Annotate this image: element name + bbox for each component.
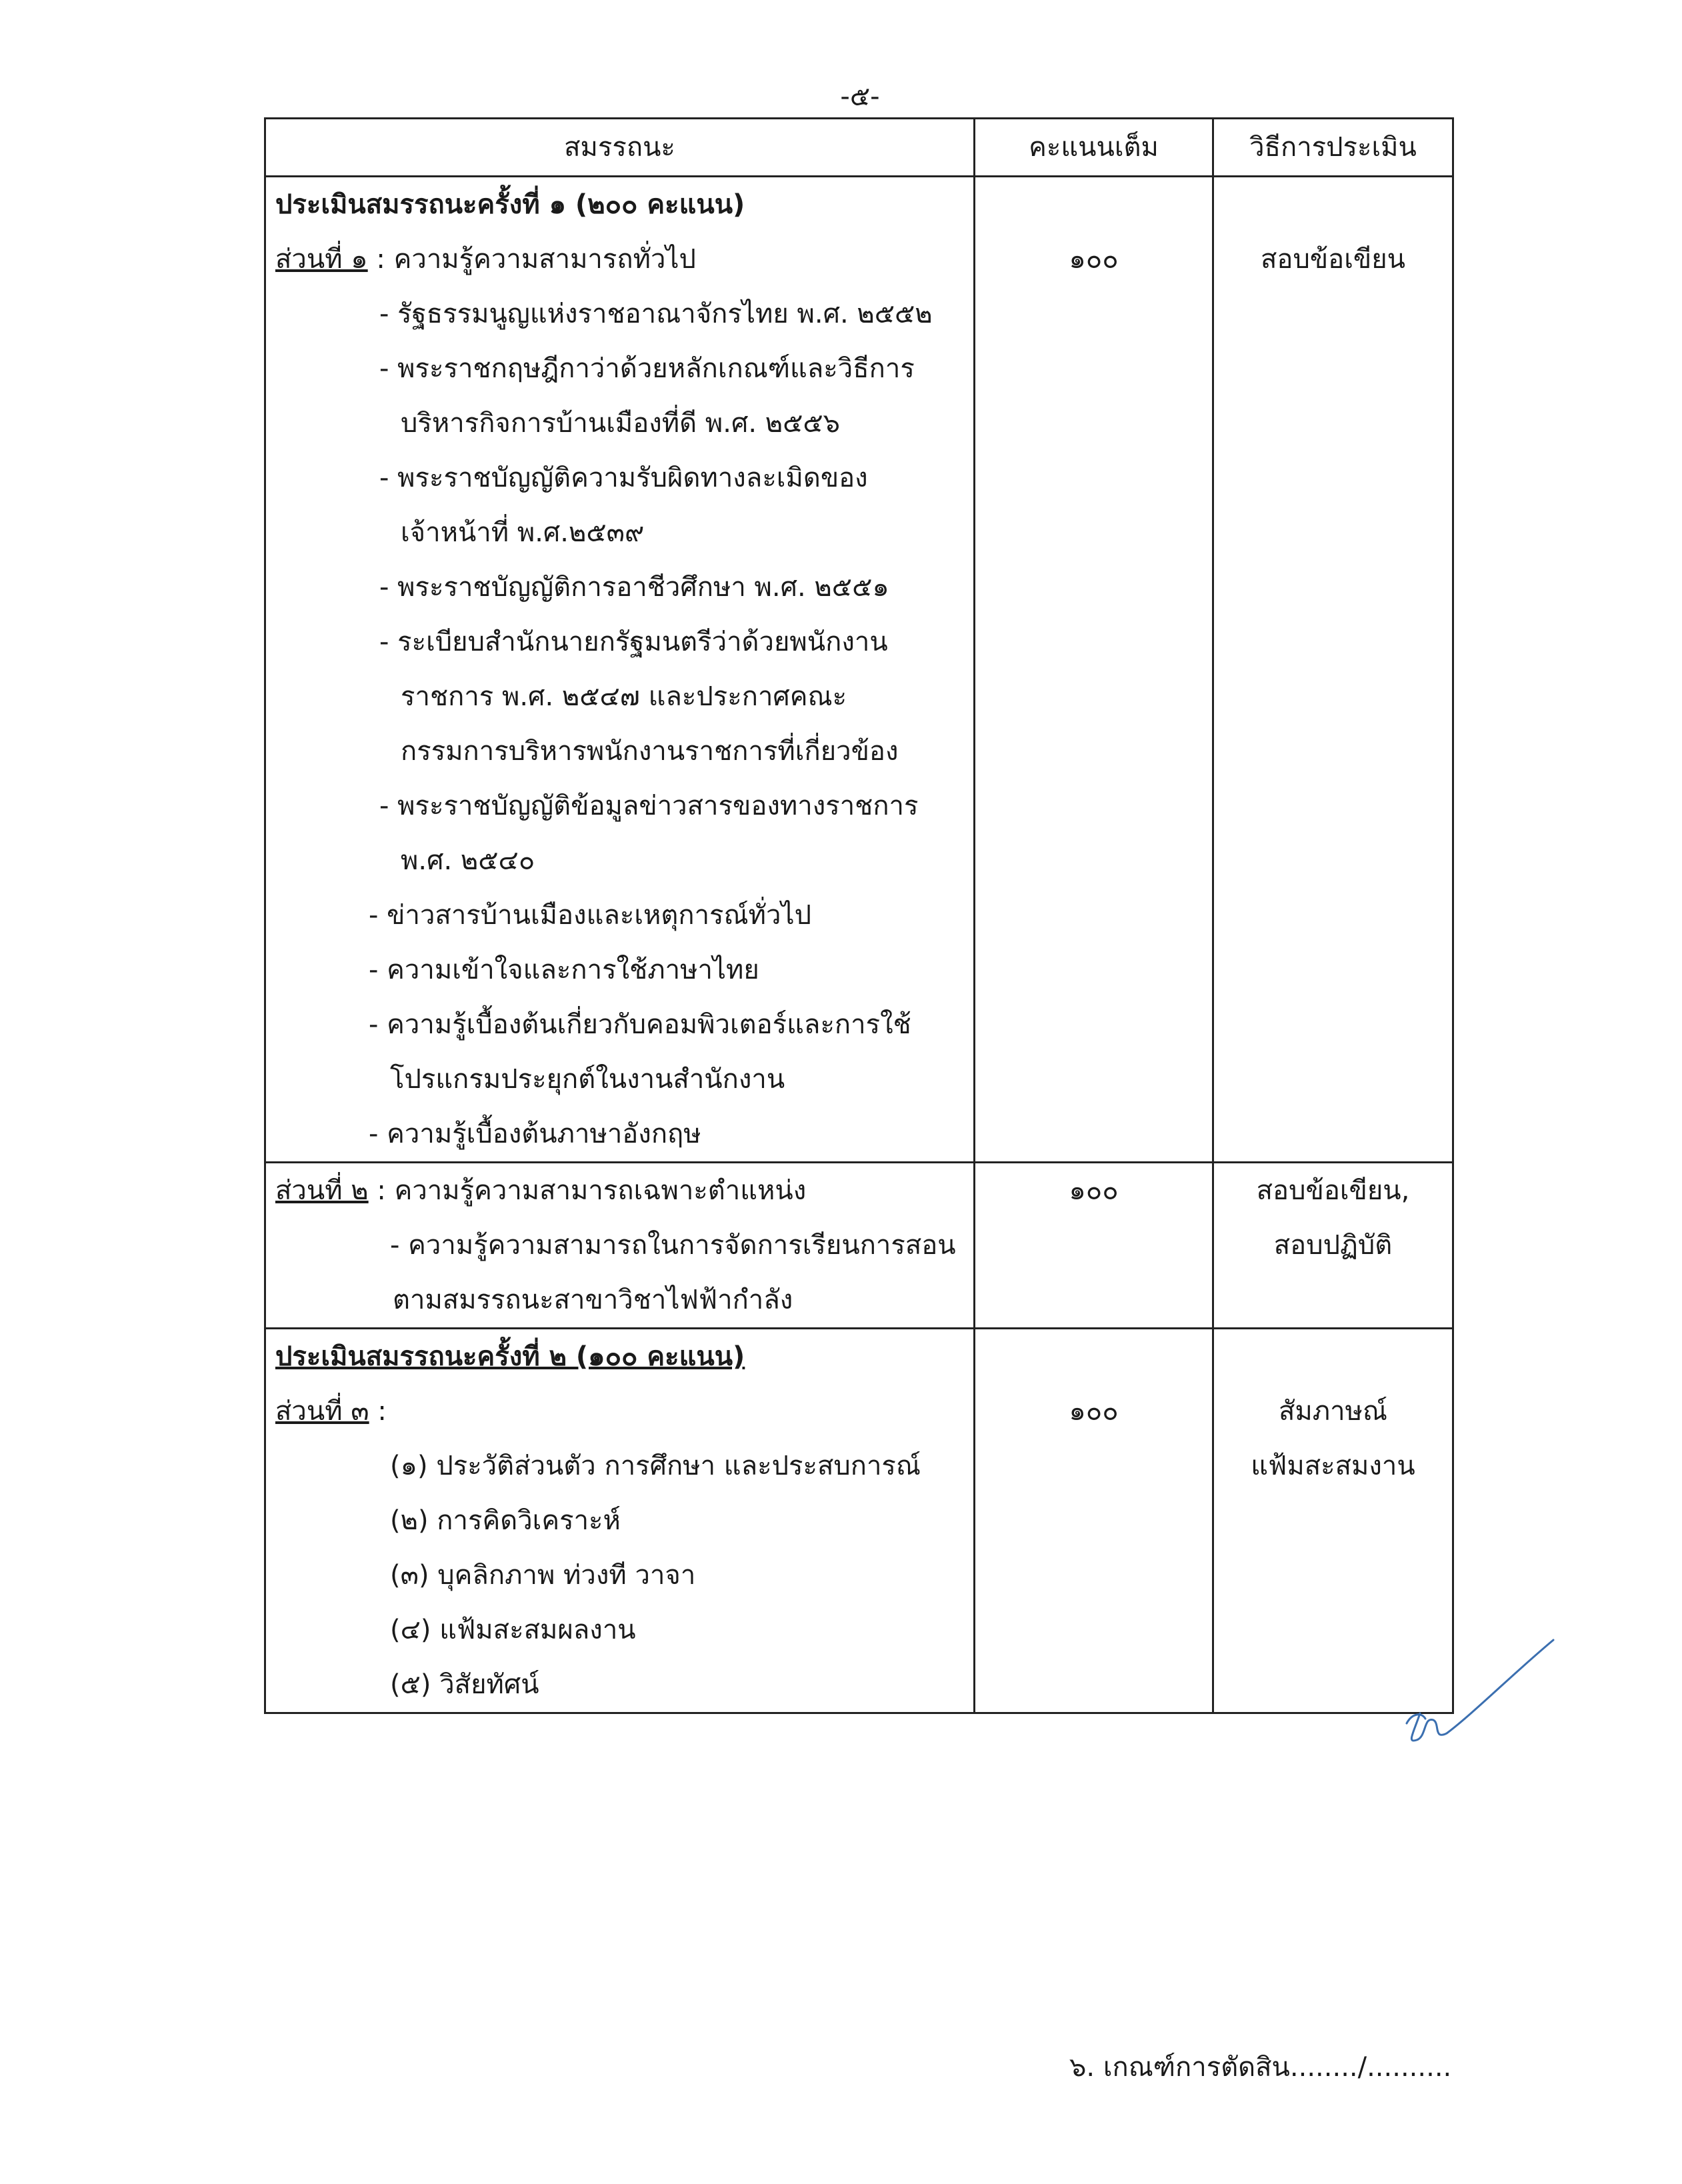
part1-score: ๑๐๐ <box>1069 244 1119 275</box>
part3-score-cell <box>975 1329 1213 1713</box>
list-item: - พระราชบัญญัติความรับผิดทางละเมิดของ <box>379 463 868 493</box>
list-item: (๑) ประวัติส่วนตัว การศึกษา และประสบการณ์ <box>390 1451 921 1481</box>
part3-text: : <box>369 1396 387 1427</box>
part1-text: : ความรู้ความสามารถทั่วไป <box>367 244 696 275</box>
part1-heading <box>275 232 964 287</box>
part3-cell <box>265 1329 975 1713</box>
list-item-cont: เจ้าหน้าที่ พ.ศ.๒๕๓๙ <box>401 517 645 548</box>
part3-method-line1: สัมภาษณ์ <box>1278 1396 1388 1427</box>
part2-method-line1: สอบข้อเขียน, <box>1256 1175 1410 1206</box>
header-method: วิธีการประเมิน <box>1213 119 1453 177</box>
footer-next-section: ๖. เกณฑ์การตัดสิน......../.......... <box>1069 2052 1452 2083</box>
signature-icon <box>1393 1633 1567 1753</box>
part1-cell <box>265 177 975 1163</box>
page-number: -๕- <box>840 81 880 112</box>
part3-score: ๑๐๐ <box>1069 1396 1119 1427</box>
list-item: (๓) บุคลิกภาพ ท่วงที วาจา <box>390 1560 696 1591</box>
part1-method: สอบข้อเขียน <box>1261 244 1405 275</box>
list-item: - ความรู้เบื้องต้นเกี่ยวกับคอมพิวเตอร์และการใช้ <box>369 1009 911 1040</box>
part2-score: ๑๐๐ <box>1069 1175 1119 1206</box>
list-item-cont: บริหารกิจการบ้านเมืองที่ดี พ.ศ. ๒๕๕๖ <box>401 408 841 439</box>
list-item: - รัฐธรรมนูญแห่งราชอาณาจักรไทย พ.ศ. ๒๕๕๒ <box>379 299 933 329</box>
part3-method-line2: แฟ้มสะสมงาน <box>1251 1451 1415 1481</box>
list-item-cont: ตามสมรรถนะสาขาวิชาไฟฟ้ากำลัง <box>393 1285 793 1315</box>
list-item-cont: ราชการ พ.ศ. ๒๕๔๗ และประกาศคณะ <box>401 681 847 712</box>
part2-text: : ความรู้ความสามารถเฉพาะตำแหน่ง <box>368 1175 807 1206</box>
table-row <box>265 1163 1453 1329</box>
part2-label: ส่วนที่ ๒ <box>275 1175 369 1206</box>
part2-heading <box>275 1163 964 1218</box>
competency-table <box>264 117 1454 1714</box>
list-item-cont: โปรแกรมประยุกต์ในงานสำนักงาน <box>390 1064 785 1095</box>
header-competency: สมรรถนะ <box>265 119 975 177</box>
list-item: - ความเข้าใจและการใช้ภาษาไทย <box>369 955 759 985</box>
part1-method-cell <box>1213 177 1453 1163</box>
list-item: - ความรู้เบื้องต้นภาษาอังกฤษ <box>369 1119 701 1149</box>
list-item: - ระเบียบสำนักนายกรัฐมนตรีว่าด้วยพนักงาน <box>379 627 888 657</box>
list-item-cont: กรรมการบริหารพนักงานราชการที่เกี่ยวข้อง <box>401 736 899 767</box>
stage2-title: ประเมินสมรรถนะครั้งที่ ๒ (๑๐๐ คะแนน) <box>275 1341 745 1372</box>
part1-score-cell <box>975 177 1213 1163</box>
stage1-title: ประเมินสมรรถนะครั้งที่ ๑ (๒๐๐ คะแนน) <box>275 189 745 220</box>
part3-heading <box>275 1384 964 1439</box>
list-item-cont: พ.ศ. ๒๕๔๐ <box>401 845 535 876</box>
table-row <box>265 177 1453 1163</box>
part2-method-line2: สอบปฏิบัติ <box>1273 1230 1393 1261</box>
table-header-row <box>265 119 1453 177</box>
list-item: (๒) การคิดวิเคราะห์ <box>390 1505 621 1536</box>
part2-cell <box>265 1163 975 1329</box>
list-item: - พระราชกฤษฎีกาว่าด้วยหลักเกณฑ์และวิธีการ <box>379 353 915 384</box>
list-item: - ข่าวสารบ้านเมืองและเหตุการณ์ทั่วไป <box>369 900 811 931</box>
header-full-score: คะแนนเต็ม <box>975 119 1213 177</box>
list-item: - พระราชบัญญัติข้อมูลข่าวสารของทางราชการ <box>379 791 919 821</box>
part2-score-cell <box>975 1163 1213 1329</box>
list-item: - พระราชบัญญัติการอาชีวศึกษา พ.ศ. ๒๕๕๑ <box>379 572 889 603</box>
part3-label: ส่วนที่ ๓ <box>275 1396 369 1427</box>
table-row <box>265 1329 1453 1713</box>
list-item: - ความรู้ความสามารถในการจัดการเรียนการสอน <box>390 1230 956 1261</box>
list-item: (๕) วิสัยทัศน์ <box>390 1669 539 1700</box>
list-item: (๔) แฟ้มสะสมผลงาน <box>390 1615 636 1645</box>
part1-label: ส่วนที่ ๑ <box>275 244 368 275</box>
part2-method-cell <box>1213 1163 1453 1329</box>
